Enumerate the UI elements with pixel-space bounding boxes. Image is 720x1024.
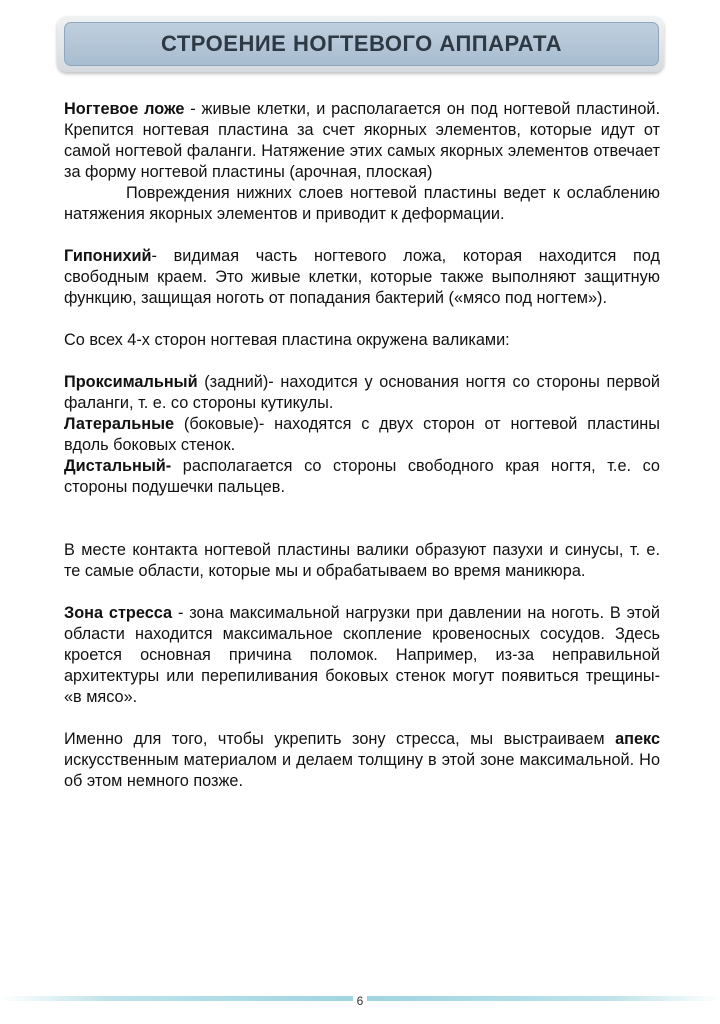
nail-bed-paragraph [64, 99, 660, 183]
stress-zone-paragraph [64, 603, 660, 708]
hyponychium-term: Гипонихий [64, 247, 152, 265]
apex-paragraph [64, 729, 660, 792]
sinuses-paragraph: В месте контакта ногтевой пластины валики образуют пазухи и синусы, т. е. те самые области, которые мы и обрабатываем во время маникюра. [64, 541, 660, 580]
page-title: СТРОЕНИЕ НОГТЕВОГО АППАРАТА [161, 31, 562, 56]
distal-text: располагается со стороны свободного края ногтя, т.е. со стороны подушечки пальцев. [64, 457, 660, 496]
proximal-text: (задний)- находится у основания ногтя со стороны первой фаланги, т. е. со стороны кутикулы. [64, 373, 660, 412]
nail-bed-term: Ногтевое ложе [64, 100, 185, 118]
page-number-label: 6 [353, 994, 368, 1008]
page-number [0, 994, 720, 1008]
lateral-paragraph [64, 414, 660, 456]
hyponychium-text: - видимая часть ногтевого ложа, которая находится под свободным краем. Это живые клетки, которые также выполняют защитную функцию, защищая ноготь от попадания бактерий («мясо под ногтем»). [64, 247, 660, 307]
apex-text-after: искусственным материалом и делаем толщину в этой зоне максимальной. Но об этом немного позже. [64, 751, 660, 790]
nail-bed-text: - живые клетки, и располагается он под ногтевой пластиной. Крепится ногтевая пластина за счет якорных элементов, которые идут от самой ногтевой фаланги. Натяжение этих самых якорных элементов отвечает за форму ногтевой пластины (арочная, плоская) [64, 100, 660, 181]
distal-term: Дистальный- [64, 457, 172, 475]
lateral-term: Латеральные [64, 415, 175, 433]
apex-text-before: Именно для того, чтобы укрепить зону стресса, мы выстраиваем [64, 730, 616, 748]
lateral-text: (боковые)- находятся с двух сторон от ногтевой пластины вдоль боковых стенок. [64, 415, 660, 454]
stress-zone-term: Зона стресса [64, 604, 173, 622]
distal-paragraph [64, 456, 660, 498]
title-banner [64, 22, 659, 66]
apex-term: апекс [615, 730, 660, 748]
nail-bed-damage-paragraph: Повреждения нижних слоев ногтевой пластины ведет к ослаблению натяжения якорных элементов и приводит к деформации. [64, 184, 660, 223]
folds-intro-paragraph: Со всех 4-х сторон ногтевая пластина окружена валиками: [64, 331, 510, 349]
proximal-term: Проксимальный [64, 373, 198, 391]
document-body [64, 99, 660, 792]
proximal-paragraph [64, 372, 660, 414]
stress-zone-text: - зона максимальной нагрузки при давлении на ноготь. В этой области находится максимальное скопление кровеносных сосудов. Здесь кроется основная причина поломок. Например, из-за неправильной архитектуры или перепиливания боковых стенок могут появиться трещины- «в мясо». [64, 604, 660, 706]
hyponychium-paragraph [64, 246, 660, 309]
